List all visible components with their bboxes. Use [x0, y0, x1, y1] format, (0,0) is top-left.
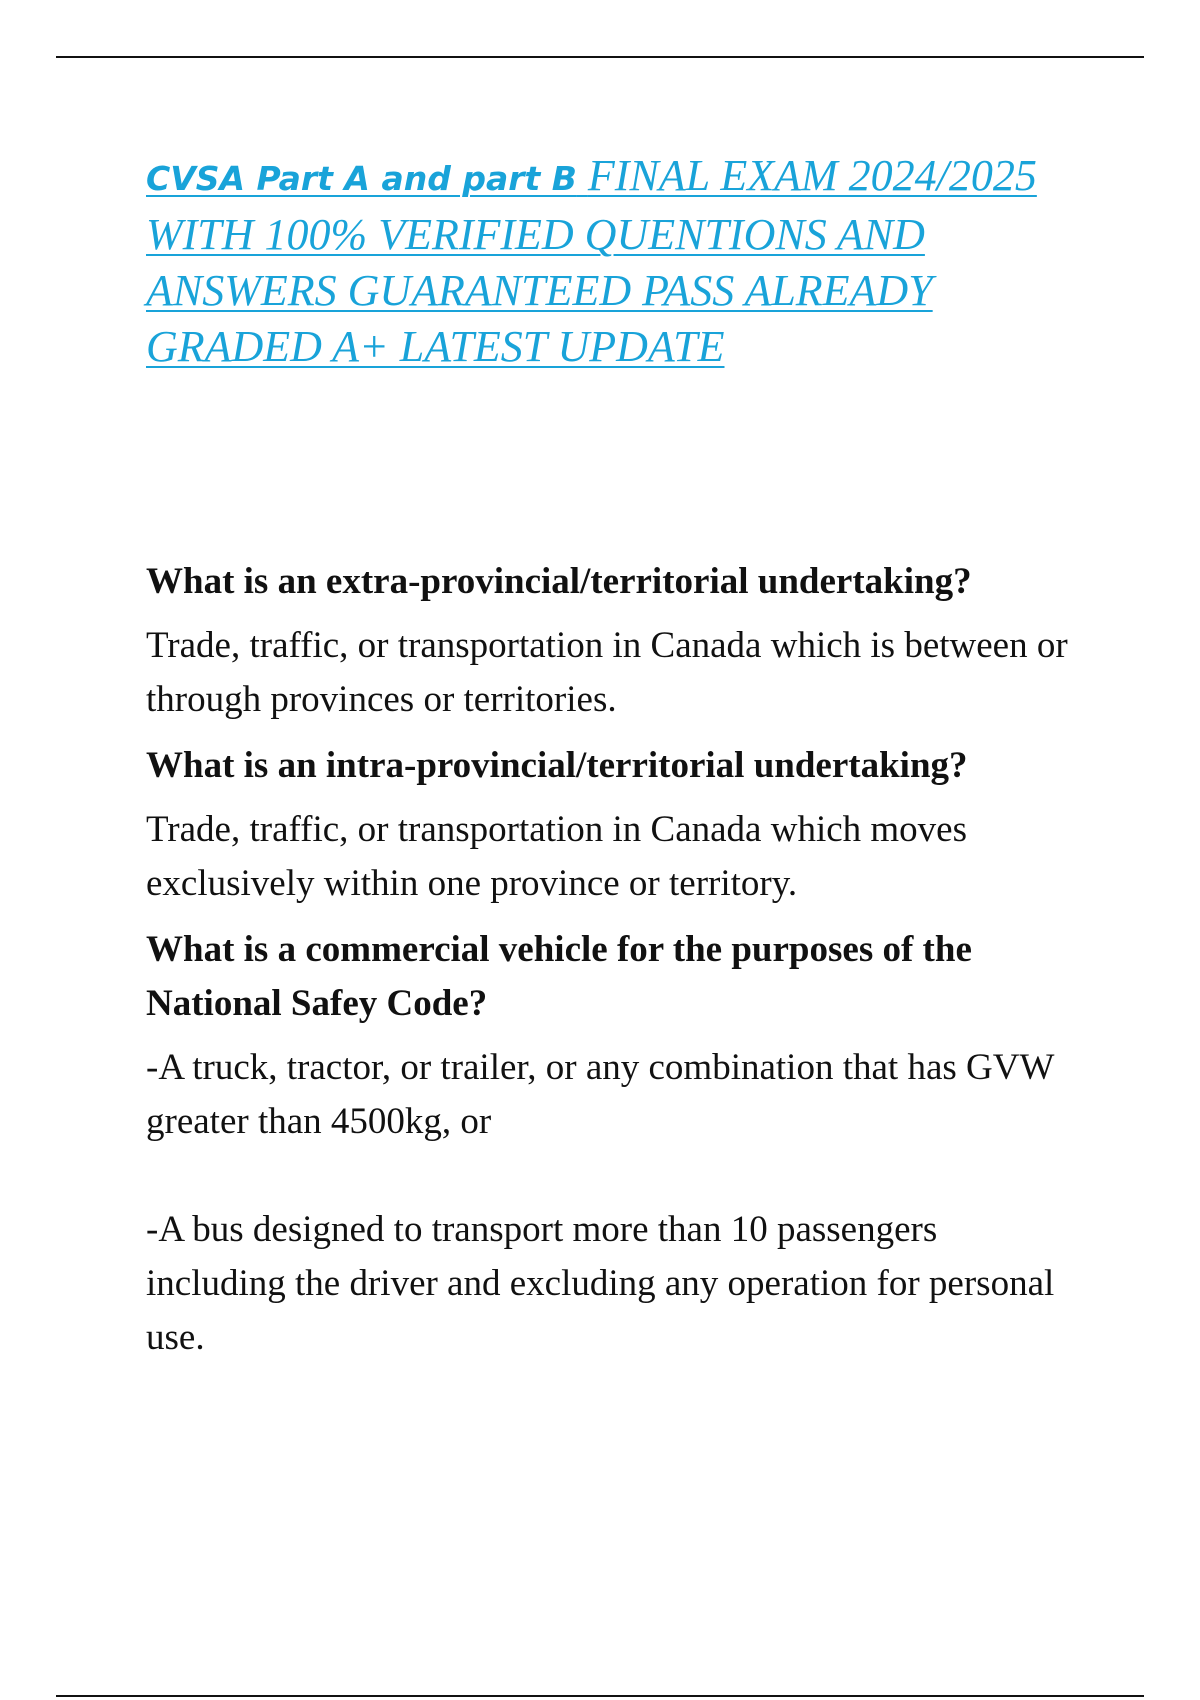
answer-2: Trade, traffic, or transportation in Canada which moves exclusively within one province or territory.: [146, 809, 967, 904]
answer-1: Trade, traffic, or transportation in Canada which is between or through provinces or territories.: [146, 625, 1068, 720]
qa-section: [146, 555, 1076, 1377]
qa-item-3: [146, 923, 1076, 1365]
answer-3-part-1: -A truck, tractor, or trailer, or any combination that has GVW greater than 4500kg, or: [146, 1047, 1054, 1142]
question-3: What is a commercial vehicle for the purposes of the National Safey Code?: [146, 929, 972, 1024]
title-lead: CVSA Part A and part B: [146, 159, 577, 198]
question-1: What is an extra-provincial/territorial undertaking?: [146, 561, 972, 602]
top-rule: [56, 56, 1144, 58]
qa-item-2: [146, 739, 1076, 911]
title-rest: FINAL EXAM 2024/2025 WITH 100% VERIFIED QUENTIONS AND ANSWERS GUARANTEED PASS ALREADY GRADED A+ LATEST UPDATE: [146, 151, 1037, 371]
qa-item-1: [146, 555, 1076, 727]
question-2: What is an intra-provincial/territorial undertaking?: [146, 745, 968, 786]
answer-3-part-2: -A bus designed to transport more than 10 passengers including the driver and excluding any operation for personal use.: [146, 1209, 1055, 1358]
bottom-rule: [56, 1695, 1144, 1697]
document-title: [146, 148, 1076, 375]
